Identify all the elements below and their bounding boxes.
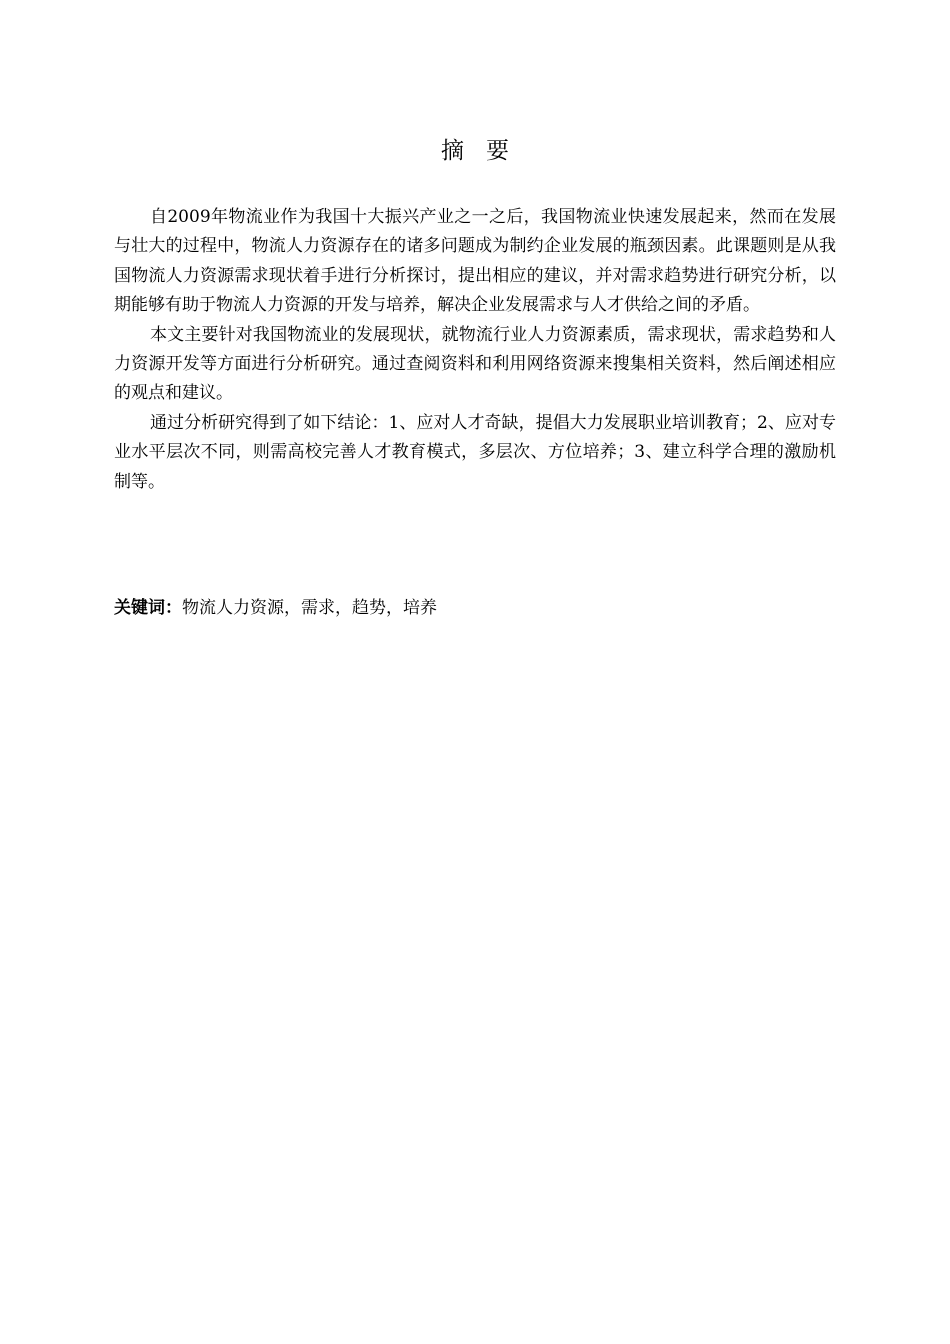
abstract-paragraph-3: 通过分析研究得到了如下结论：1、应对人才奇缺，提倡大力发展职业培训教育；2、应对专业水平层次不同，则需高校完善人才教育模式，多层次、方位培养；3、建立科学合理的激励机制等。: [114, 412, 836, 492]
abstract-body: [114, 203, 836, 497]
keywords-value: 物流人力资源，需求，趋势，培养: [182, 598, 437, 618]
keywords-line: [114, 594, 836, 623]
keywords-label: 关键词：: [114, 598, 182, 618]
abstract-paragraph-2: 本文主要针对我国物流业的发展现状，就物流行业人力资源素质，需求现状，需求趋势和人力资源开发等方面进行分析研究。通过查阅资料和利用网络资源来搜集相关资料，然后阐述相应的观点和建议。: [114, 324, 836, 404]
abstract-paragraph-1: 自2009年物流业作为我国十大振兴产业之一之后，我国物流业快速发展起来，然而在发展与壮大的过程中，物流人力资源存在的诸多问题成为制约企业发展的瓶颈因素。此课题则是从我国物流人力资源需求现状着手进行分析探讨，提出相应的建议，并对需求趋势进行研究分析，以期能够有助于物流人力资源的开发与培养，解决企业发展需求与人才供给之间的矛盾。: [114, 207, 836, 316]
page-title: 摘要: [441, 138, 531, 164]
